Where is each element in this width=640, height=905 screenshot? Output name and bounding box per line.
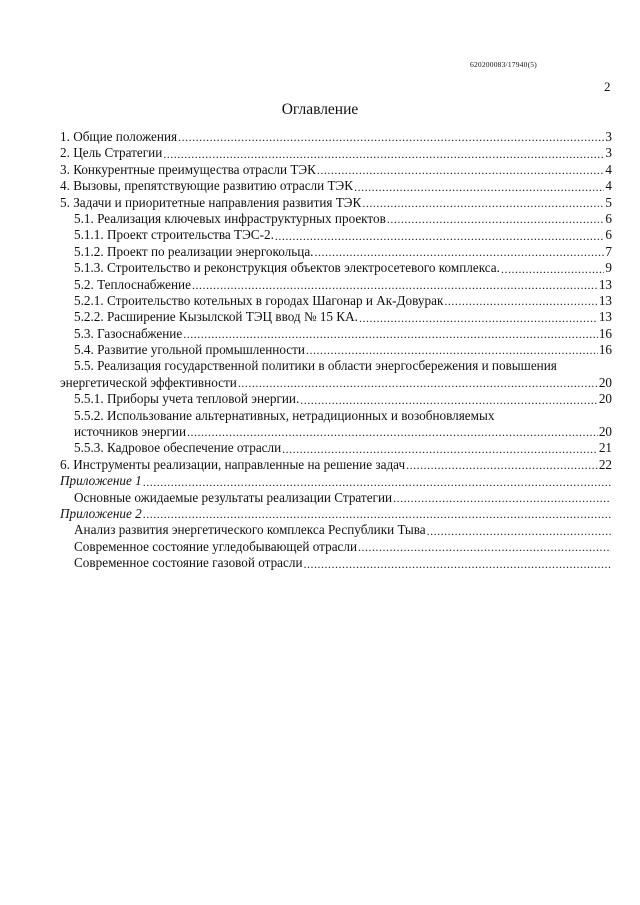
- document-id: 620200083/17940(5): [470, 60, 537, 69]
- toc-entry-label: 5.2. Теплоснабжение: [74, 276, 191, 292]
- toc-entry-label: 5. Задачи и приоритетные направления развития ТЭК: [60, 194, 362, 210]
- dot-leader: [358, 539, 611, 555]
- toc-entry-label: 5.3. Газоснабжение: [74, 325, 183, 341]
- toc-entry-5-2-1[interactable]: [60, 293, 612, 309]
- toc-entry-appendix-2-item-3[interactable]: [60, 555, 612, 571]
- toc-entry-5-3[interactable]: [60, 326, 612, 342]
- toc-entry-label: 5.1.3. Строительство и реконструкция объектов электросетевого комплекса.: [74, 260, 500, 276]
- toc-entry-appendix-2[interactable]: [60, 506, 612, 522]
- toc-entry-5-1-2[interactable]: [60, 244, 612, 260]
- table-of-contents: [60, 129, 612, 572]
- toc-entry-label: Современное состояние угледобывающей отрасли: [74, 538, 358, 554]
- toc-entry-page: 6: [605, 210, 612, 226]
- toc-entry-appendix-1-item[interactable]: [60, 490, 612, 506]
- dot-leader: [387, 211, 605, 227]
- toc-entry-5[interactable]: [60, 195, 612, 211]
- toc-entry-5-5-1[interactable]: [60, 391, 612, 407]
- toc-entry-label: Основные ожидаемые результаты реализации Стратегии: [74, 489, 393, 505]
- dot-leader: [178, 129, 604, 145]
- toc-entry-page: 4: [605, 161, 612, 177]
- dot-leader: [304, 555, 611, 571]
- toc-entry-label-line2: энергетической эффективности: [60, 374, 237, 390]
- toc-entry-page: 3: [605, 128, 612, 144]
- dot-leader: [143, 473, 611, 489]
- toc-entry-label: 1. Общие положения: [60, 128, 178, 144]
- toc-entry-5-2-2[interactable]: [60, 309, 612, 325]
- toc-entry-label: 4. Вызовы, препятствующие развитию отрасли ТЭК: [60, 178, 354, 194]
- toc-entry-1[interactable]: [60, 129, 612, 145]
- toc-entry-label: 3. Конкурентные преимущества отрасли ТЭК: [60, 161, 316, 177]
- toc-entry-label-line1: 5.5. Реализация государственной политики в области энергосбережения и повышения: [74, 358, 557, 374]
- dot-leader: [314, 244, 604, 260]
- dot-leader: [300, 391, 598, 407]
- dot-leader: [354, 178, 604, 194]
- toc-entry-page: 4: [605, 178, 612, 194]
- toc-entry-label-line2: источников энергии: [74, 424, 187, 440]
- toc-entry-page: 13: [598, 276, 612, 292]
- toc-entry-5-2[interactable]: [60, 277, 612, 293]
- toc-entry-5-5-2[interactable]: [60, 408, 612, 441]
- toc-entry-page: 22: [598, 456, 612, 472]
- toc-entry-label: 5.1.2. Проект по реализации энергокольца.: [74, 243, 314, 259]
- toc-entry-5-1-3[interactable]: [60, 260, 612, 276]
- toc-entry-page: 3: [605, 145, 612, 161]
- dot-leader: [143, 506, 611, 522]
- toc-entry-page: 7: [605, 243, 612, 259]
- toc-entry-page: 6: [605, 227, 612, 243]
- dot-leader: [427, 522, 611, 538]
- toc-entry-label: 6. Инструменты реализации, направленные на решение задач: [60, 456, 406, 472]
- toc-entry-5-1[interactable]: [60, 211, 612, 227]
- toc-entry-label: Приложение 1: [60, 473, 142, 489]
- toc-entry-label-line1: 5.5.2. Использование альтернативных, нетрадиционных и возобновляемых: [74, 407, 495, 423]
- page-title: Оглавление: [281, 101, 359, 118]
- dot-leader: [192, 277, 598, 293]
- toc-entry-label: Приложение 2: [60, 505, 142, 521]
- toc-entry-label: 2. Цель Стратегии: [60, 145, 163, 161]
- toc-entry-page: 13: [598, 292, 612, 308]
- toc-entry-page: 5: [605, 194, 612, 210]
- dot-leader: [306, 342, 598, 358]
- toc-entry-appendix-2-item-1[interactable]: [60, 522, 612, 538]
- toc-entry-label: 5.5.1. Приборы учета тепловой энергии.: [74, 391, 300, 407]
- toc-entry-5-5[interactable]: [60, 358, 612, 391]
- toc-entry-page: 16: [598, 342, 612, 358]
- dot-leader: [163, 145, 604, 161]
- dot-leader: [275, 227, 605, 243]
- dot-leader: [187, 424, 598, 440]
- toc-entry-5-5-3[interactable]: [60, 440, 612, 456]
- dot-leader: [362, 195, 604, 211]
- toc-entry-page: 13: [598, 309, 612, 325]
- toc-entry-3[interactable]: [60, 162, 612, 178]
- toc-entry-label: 5.1.1. Проект строительства ТЭС-2.: [74, 227, 274, 243]
- dot-leader: [183, 326, 598, 342]
- toc-entry-appendix-1[interactable]: [60, 473, 612, 489]
- toc-entry-page: 20: [598, 391, 612, 407]
- toc-entry-label: 5.5.3. Кадровое обеспечение отрасли: [74, 440, 282, 456]
- toc-entry-4[interactable]: [60, 178, 612, 194]
- page-number: 2: [604, 79, 611, 94]
- dot-leader: [282, 440, 598, 456]
- toc-entry-2[interactable]: [60, 145, 612, 161]
- dot-leader: [406, 457, 598, 473]
- toc-entry-label: 5.2.1. Строительство котельных в городах Шагонар и Ак-Довурак: [74, 292, 444, 308]
- toc-entry-page: 20: [598, 374, 612, 390]
- toc-entry-page: 21: [598, 440, 612, 456]
- toc-entry-page: 16: [598, 325, 612, 341]
- dot-leader: [359, 309, 598, 325]
- toc-entry-5-1-1[interactable]: [60, 227, 612, 243]
- toc-entry-label: Анализ развития энергетического комплекса Республики Тыва: [74, 522, 426, 538]
- dot-leader: [393, 490, 611, 506]
- toc-entry-label: 5.2.2. Расширение Кызылской ТЭЦ ввод № 15 КА.: [74, 309, 358, 325]
- toc-entry-appendix-2-item-2[interactable]: [60, 539, 612, 555]
- toc-entry-tail: [60, 375, 612, 391]
- toc-entry-page: 9: [605, 260, 612, 276]
- toc-entry-tail: [74, 424, 612, 440]
- dot-leader: [444, 293, 597, 309]
- toc-entry-6[interactable]: [60, 457, 612, 473]
- toc-entry-label: 5.1. Реализация ключевых инфраструктурных проектов: [74, 210, 386, 226]
- dot-leader: [317, 162, 604, 178]
- toc-entry-page: 20: [598, 424, 612, 440]
- dot-leader: [501, 260, 604, 276]
- toc-entry-5-4[interactable]: [60, 342, 612, 358]
- dot-leader: [238, 375, 598, 391]
- toc-entry-label: 5.4. Развитие угольной промышленности: [74, 342, 305, 358]
- toc-entry-label: Современное состояние газовой отрасли: [74, 555, 303, 571]
